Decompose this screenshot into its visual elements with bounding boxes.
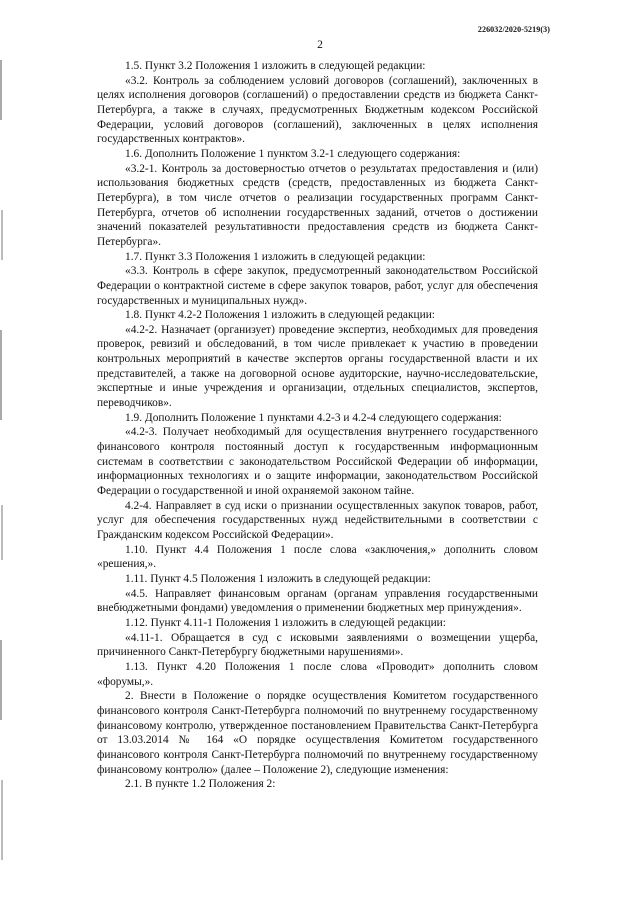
paragraph-1-5: 1.5. Пункт 3.2 Положения 1 изложить в следующей редакции: xyxy=(125,60,426,72)
paragraph-1-8: 1.8. Пункт 4.2-2 Положения 1 изложить в следующей редакции: xyxy=(125,309,435,322)
paragraph-1-7: 1.7. Пункт 3.3 Положения 1 изложить в следующей редакции: xyxy=(125,250,426,263)
document-registration-code: 226032/2020-5219(3) xyxy=(477,25,550,34)
paragraph-1-11: 1.11. Пункт 4.5 Положения 1 изложить в следующей редакции: xyxy=(125,572,431,585)
paragraph-3-3-text: «3.3. Контроль в сфере закупок, предусмотренный законодательством Российской Федерации о контрактной системе в сфере закупок товаров, работ, услуг для обеспечения государственных и муниципальных нужд». xyxy=(97,265,538,307)
paragraph-1-6: 1.6. Дополнить Положение 1 пунктом 3.2-1 следующего содержания: xyxy=(125,147,461,160)
paragraph-1-9: 1.9. Дополнить Положение 1 пунктами 4.2-3 и 4.2-4 следующего содержания: xyxy=(125,411,502,424)
paragraph-4-5-text: «4.5. Направляет финансовым органам (органам управления государственными внебюджетными фондами) уведомления о применении бюджетных мер принуждения». xyxy=(97,587,538,615)
scan-edge-marks xyxy=(0,0,6,905)
paragraph-1-10: 1.10. Пункт 4.4 Положения 1 после слова «заключения,» дополнить словом «решения,». xyxy=(97,543,538,571)
paragraph-2-1: 2.1. В пункте 1.2 Положения 2: xyxy=(125,778,276,791)
paragraph-1-12: 1.12. Пункт 4.11-1 Положения 1 изложить в следующей редакции: xyxy=(125,616,446,629)
paragraph-4-2-4-text: 4.2-4. Направляет в суд иски о признании осуществленных закупок товаров, работ, услуг для обеспечения государственных нужд недействительными в соответствии с Гражданским кодексом Российской Федерации». xyxy=(97,499,538,541)
paragraph-1-13: 1.13. Пункт 4.20 Положения 1 после слова «Проводит» дополнить словом «форумы,». xyxy=(97,660,538,688)
paragraph-4-2-3-text: «4.2-3. Получает необходимый для осуществления внутреннего государственного финансового контроля постоянный доступ к государственным информационным системам в соответствии с законодательством Российской Федерации об информации, информационных технологиях и о защите информации, законодательством Российской Федерации о государственной и иной охраняемой законом тайне. xyxy=(97,426,538,498)
paragraph-3-2-1-text: «3.2-1. Контроль за достоверностью отчетов о результатах предоставления и (или) использования бюджетных средств (средств, предоставленных из бюджета Санкт-Петербурга), в том числе отчетов о реализации государственных программ Санкт-Петербурга, отчетов об исполнении государственных заданий, отчетов о достижении значений показателей результативности предоставления средств из бюджета Санкт-Петербурга». xyxy=(97,162,538,248)
page-number: 2 xyxy=(317,39,323,51)
paragraph-4-11-1-text: «4.11-1. Обращается в суд с исковыми заявлениями о возмещении ущерба, причиненного Санкт-Петербургу бюджетными нарушениями». xyxy=(97,631,538,659)
paragraph-3-2-text: «3.2. Контроль за соблюдением условий договоров (соглашений), заключенных в целях исполнения договоров (соглашений) о предоставлении средств из бюджета Санкт-Петербурга, а также в случаях, предусмотренных Бюджетным кодексом Российской Федерации, условий договоров (соглашений), заключенных в целях исполнения государственных контрактов». xyxy=(97,74,538,146)
paragraph-4-2-2-text: «4.2-2. Назначает (организует) проведение экспертиз, необходимых для проведения проверок, ревизий и обследований, в том числе привлекает к участию в проведении контрольных мероприятий в качестве экспертов органы государственной власти и их представителей, а также на договорной основе аудиторские, научно-исследовательские, экспертные и иные учреждения и организации, отдельных специалистов, экспертов, переводчиков». xyxy=(97,323,538,410)
paragraph-2: 2. Внести в Положение о порядке осуществления Комитетом государственного финансового контроля Санкт-Петербурга полномочий по внутреннему государственному финансовому контролю, утвержденное постановлением Правительства Санкт-Петербурга от 13.03.2014 № 164 «О порядке осуществления Комитетом государственного финансового контроля Санкт-Петербурга полномочий по внутреннему государственному финансовому контролю» (далее – Положение 2), следующие изменения: xyxy=(97,690,538,776)
document-body xyxy=(97,59,538,792)
